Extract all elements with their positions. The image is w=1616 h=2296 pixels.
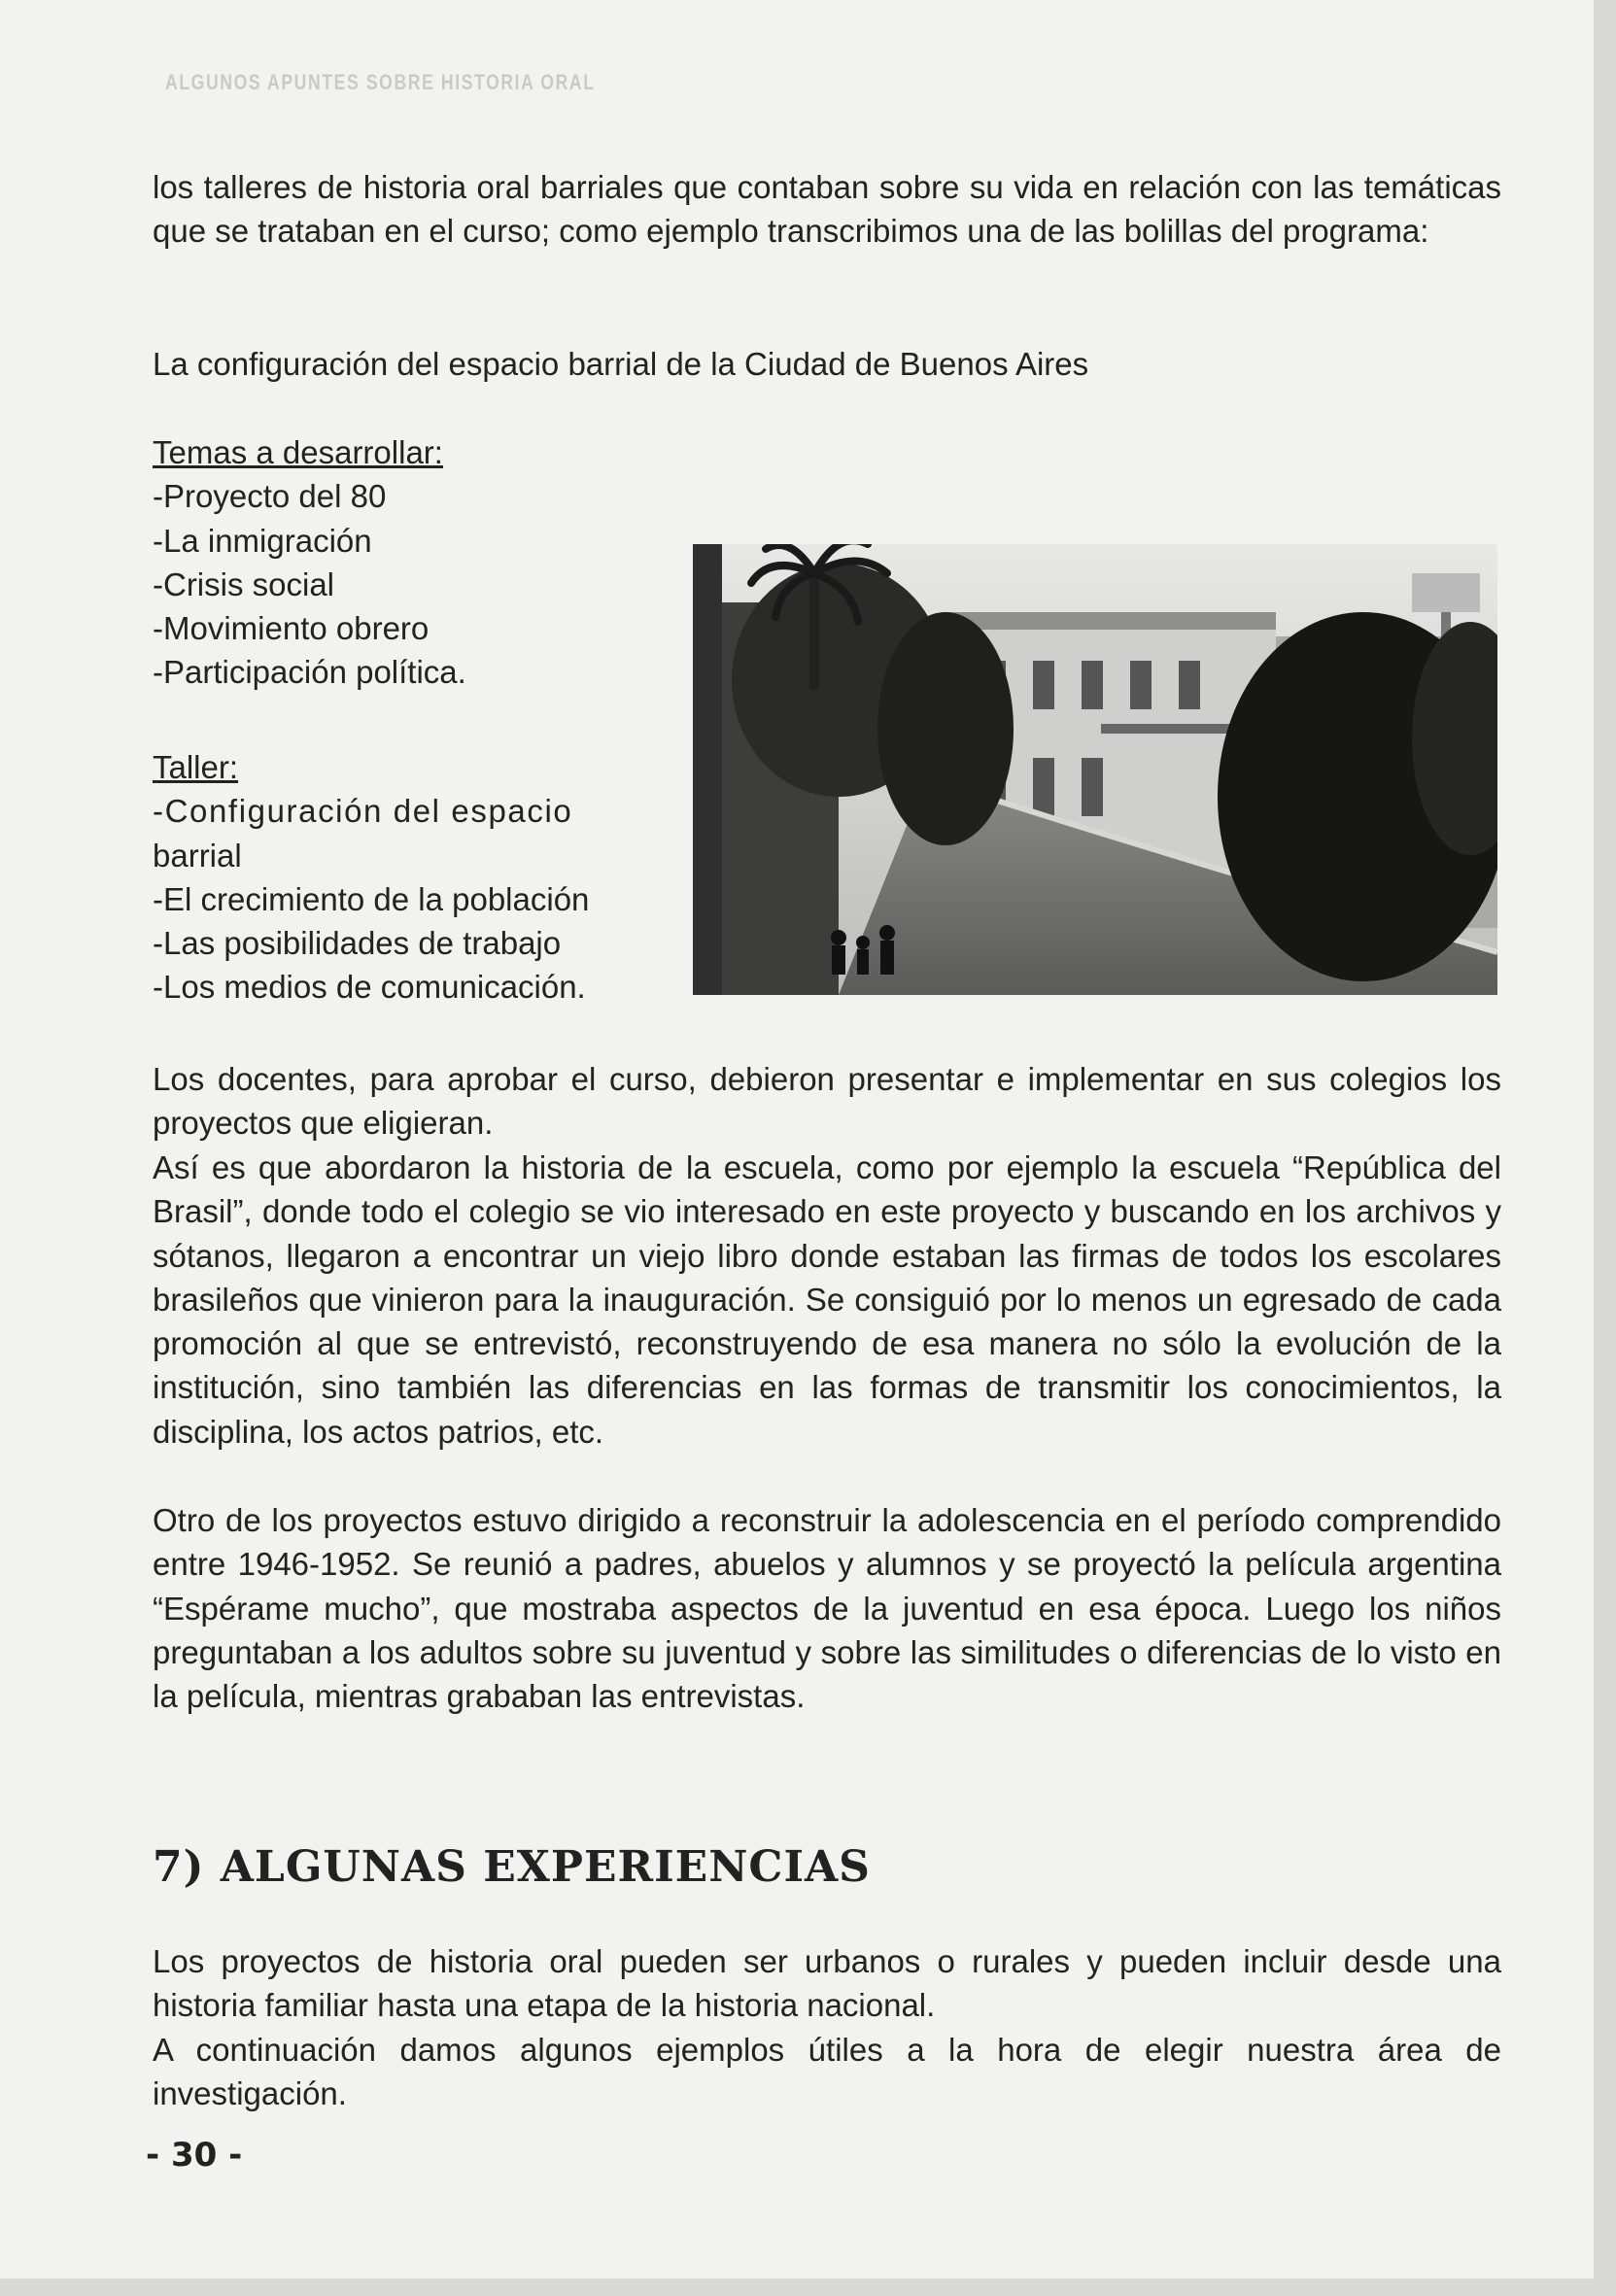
workshop-label: Taller: (153, 749, 239, 785)
program-block (153, 342, 1088, 386)
list-item: -La inmigración (153, 522, 372, 559)
body-paragraph: Los docentes, para aprobar el curso, debieron presentar e implementar en sus colegios los proyectos que eligieran. (153, 1061, 1501, 1142)
list-item: -Participación política. (153, 654, 466, 691)
intro-paragraph: los talleres de historia oral barriales que contaban sobre su vida en relación con las temáticas que se trataban en el curso; como ejemplo transcribimos una de las bolillas del programa: (153, 169, 1501, 250)
list-item: -Proyecto del 80 (153, 478, 387, 515)
program-title: La configuración del espacio barrial de la Ciudad de Buenos Aires (153, 346, 1089, 382)
list-item: -Configuración del espacio (153, 793, 573, 830)
themes-label: Temas a desarrollar: (153, 434, 443, 470)
section-paragraph: Los proyectos de historia oral pueden ser urbanos o rurales y pueden incluir desde una historia familiar hasta una etapa de la historia nacional. (153, 1943, 1501, 2024)
workshop-list (153, 745, 589, 1010)
body-paragraph: Así es que abordaron la historia de la escuela, como por ejemplo la escuela “República del Brasil”, donde todo el colegio se vio interesado en este proyecto y buscando en los archivos y sótanos, llegaron a encontrar un viejo libro donde estaban las firmas de todos los escolares brasileños que vinieron para la inauguración. Se consiguió por lo menos un egresado de cada promoción al que se entrevistó, reconstruyendo de esa manera no sólo la evolución de la institución, sino también las diferencias en las formas de transmitir los conocimientos, la disciplina, los actos patrios, etc. (153, 1149, 1501, 1450)
running-header: ALGUNOS APUNTES SOBRE HISTORIA ORAL (165, 70, 596, 94)
list-item: -El crecimiento de la población (153, 880, 590, 917)
body-paragraph: Otro de los proyectos estuvo dirigido a reconstruir la adolescencia en el período comprendido entre 1946-1952. Se reunió a padres, abuelos y alumnos y se proyectó la película argentina “Espérame mucho”, que mostraba aspectos de la juventud en esa época. Luego los niños preguntaban a los adultos sobre su juventud y sobre las similitudes o diferencias de lo visto en la película, mientras grababan las entrevistas. (153, 1502, 1501, 1715)
section-heading: 7) ALGUNAS EXPERIENCIAS (153, 1842, 871, 1892)
list-item: -Movimiento obrero (153, 610, 430, 647)
themes-list (153, 430, 466, 695)
street-photo (693, 544, 1497, 995)
list-item: -Crisis social (153, 565, 335, 602)
list-item: barrial (153, 837, 242, 874)
page-number: - 30 - (146, 2136, 243, 2175)
list-item: -Las posibilidades de trabajo (153, 925, 562, 962)
section-paragraph: A continuación damos algunos ejemplos útiles a la hora de elegir nuestra área de investigación. (153, 2032, 1501, 2112)
list-item: -Los medios de comunicación. (153, 969, 586, 1006)
